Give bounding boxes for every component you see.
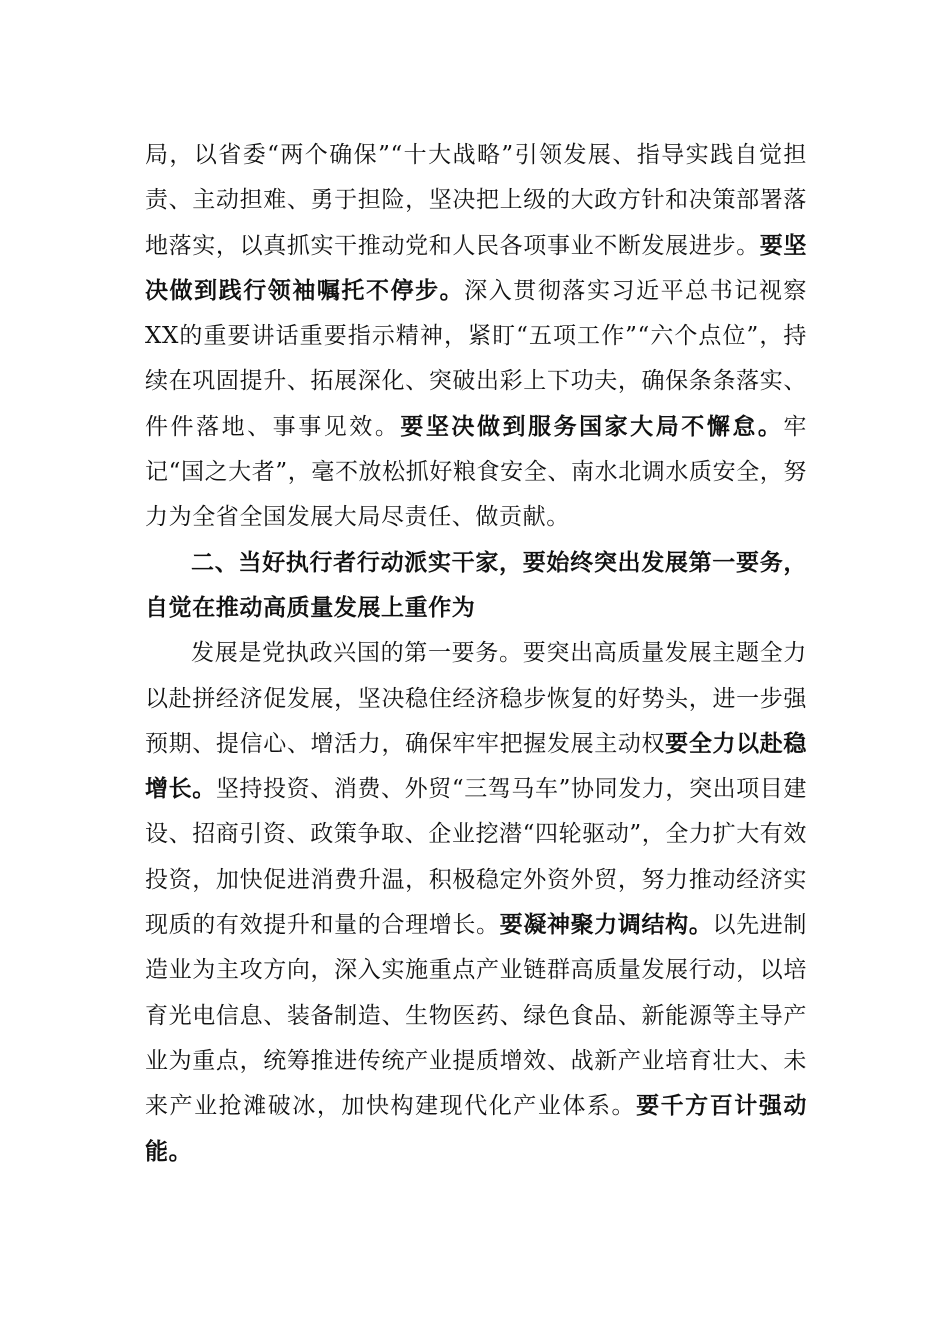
bold-text-run: 要坚决做到践行领袖嘱托不停步。 (145, 232, 807, 304)
text-run: 坚持投资、消费、外贸“三驾马车”协同发力，突出项目建设、招商引资、政策争取、企业挖潜“四轮驱动”，全力扩大有效投资，加快促进消费升温，积极稳定外资外贸，努力推动经济实现质的有效提升和量的合理增长。 (145, 776, 807, 939)
paragraph-continued (145, 133, 807, 541)
bold-text-run: 要全力以赴稳增长。 (145, 730, 807, 803)
document-body (145, 133, 807, 1175)
text-run: 局，以省委“两个确保”“十大战略”引领发展、指导实践自觉担责、主动担难、勇于担险，坚决把上级的大政方针和决策部署落地落实，以真抓实干推动党和人民各项事业不断发展进步。 (145, 142, 807, 259)
text-run: 牢记“国之大者”，毫不放松抓好粮食安全、南水北调水质安全，努力为全省全国发展大局尽责任、做贡献。 (145, 413, 808, 531)
text-run: 发展是党执政兴国的第一要务。要突出高质量发展主题全力以赴拼经济促发展，坚决稳住经济稳步恢复的好势头，进一步强预期、提信心、增活力，确保牢牢把握发展主动权 (145, 640, 807, 757)
bold-text-run: 要千方百计强动能。 (145, 1093, 808, 1165)
text-run: 以先进制造业为主攻方向，深入实施重点产业链群高质量发展行动，以培育光电信息、装备制造、生物医药、绿色食品、新能源等主导产业为重点，统筹推进传统产业提质增效、战新产业培育壮大、未来产业抢滩破冰，加快构建现代化产业体系。 (145, 912, 808, 1120)
text-run: 深入贯彻落实习近平总书记视察XX的重要讲话重要指示精神，紧盯“五项工作”“六个点位”，持续在巩固提升、拓展深化、突破出彩上下功夫，确保条条落实、件件落地、事事见效。 (145, 277, 807, 440)
section-heading: 二、当好执行者行动派实干家，要始终突出发展第一要务，自觉在推动高质量发展上重作为 (145, 549, 807, 621)
paragraph (145, 631, 807, 1175)
bold-text-run: 要坚决做到服务国家大局不懈怠。 (400, 413, 784, 440)
bold-text-run: 要凝神聚力调结构。 (499, 912, 713, 939)
